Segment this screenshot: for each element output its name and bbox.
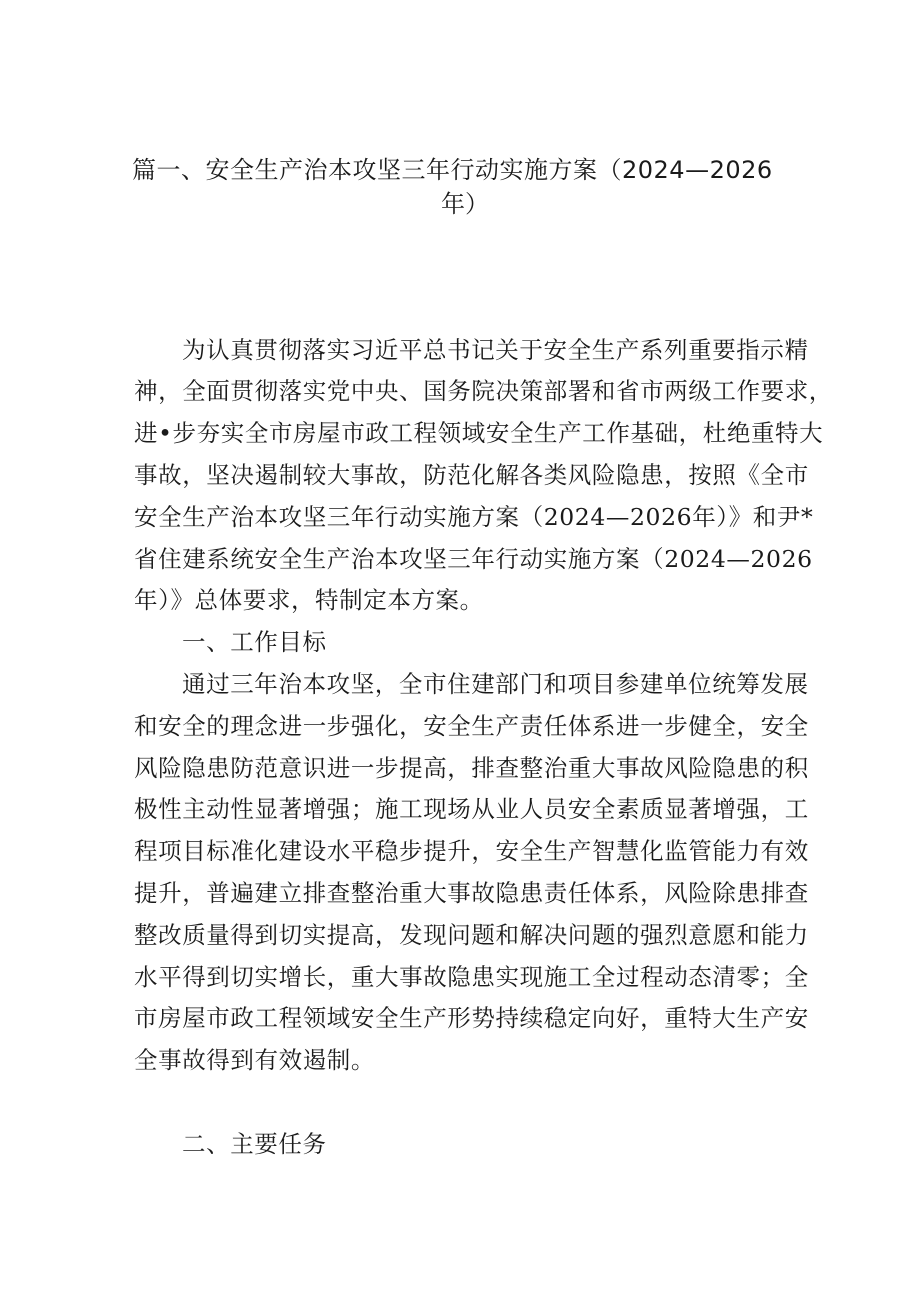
paragraph-2-line: 水平得到切实增长，重大事故隐患实现施工全过程动态清零；全	[134, 963, 809, 991]
paragraph-1-line: 安全生产治本攻坚三年行动实施方案（2024—2026年）》和尹*	[134, 503, 814, 531]
paragraph-2-line: 和安全的理念进一步强化，安全生产责任体系进一步健全，安全	[134, 712, 809, 740]
paragraph-2-line: 市房屋市政工程领域安全生产形势持续稳定向好，重特大生产安	[134, 1004, 809, 1032]
paragraph-1-line: 进•步夯实全市房屋市政工程领域安全生产工作基础，杜绝重特大	[134, 419, 824, 447]
paragraph-2-line: 全事故得到有效遏制。	[134, 1046, 375, 1074]
paragraph-1-line: 年）》总体要求，特制定本方案。	[134, 586, 484, 614]
paragraph-2-line: 风险隐患防范意识进一步提高，排查整治重大事故风险隐患的积	[134, 754, 809, 782]
paragraph-2-line: 极性主动性显著增强；施工现场从业人员安全素质显著增强，工	[134, 795, 809, 823]
document-title-line-1: 篇一、安全生产治本攻坚三年行动实施方案（2024—2026	[132, 156, 773, 184]
paragraph-2-line: 整改质量得到切实提高，发现问题和解决问题的强烈意愿和能力	[134, 921, 809, 949]
paragraph-1-line: 省住建系统安全生产治本攻坚三年行动实施方案（2024—2026	[134, 545, 813, 573]
section-heading-tasks: 二、主要任务	[182, 1130, 327, 1158]
section-heading-goals: 一、工作目标	[182, 628, 327, 656]
paragraph-2-line: 通过三年治本攻坚，全市住建部门和项目参建单位统筹发展	[182, 670, 809, 698]
paragraph-2-line: 程项目标准化建设水平稳步提升，安全生产智慧化监管能力有效	[134, 837, 809, 865]
document-title-line-2-text: 年）	[441, 190, 489, 218]
paragraph-2-line: 提升，普遍建立排查整治重大事故隐患责任体系，风险除患排查	[134, 879, 809, 907]
document-title-line-2	[0, 184, 920, 224]
paragraph-1-line: 事故，坚决遏制较大事故，防范化解各类风险隐患，按照《全市	[134, 461, 809, 489]
paragraph-1-line: 为认真贯彻落实习近平总书记关于安全生产系列重要指示精	[182, 336, 809, 364]
paragraph-1-line: 神，全面贯彻落实党中央、国务院决策部署和省市两级工作要求，	[134, 377, 833, 405]
